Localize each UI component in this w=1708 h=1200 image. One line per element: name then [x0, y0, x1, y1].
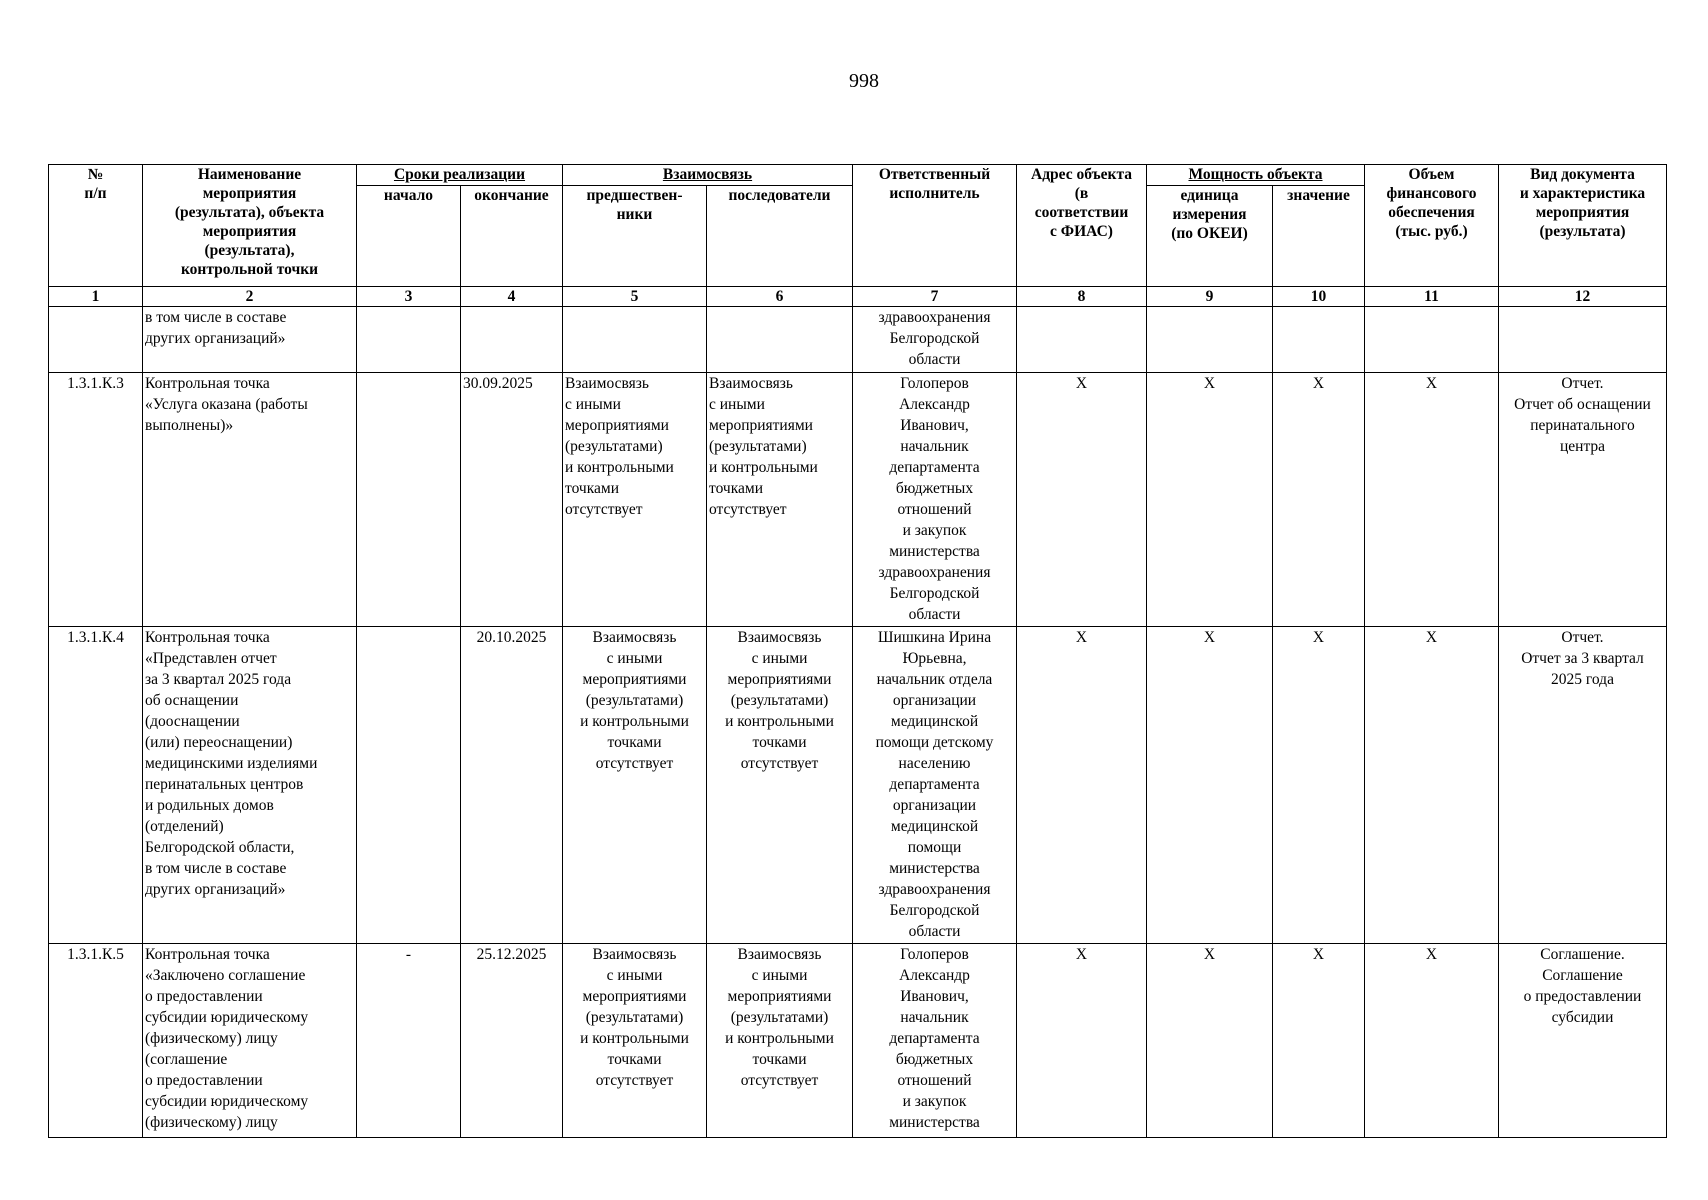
cell-value — [1273, 307, 1365, 373]
column-number: 1 — [49, 287, 143, 307]
cell-name: Контрольная точка «Услуга оказана (работы выполнены)» — [143, 373, 357, 627]
header-predecessors: предшествен- ники — [563, 186, 707, 287]
cell-predecessors — [563, 307, 707, 373]
header-unit: единица измерения (по ОКЕИ) — [1147, 186, 1273, 287]
cell-unit: X — [1147, 373, 1273, 627]
cell-finance: X — [1365, 627, 1499, 944]
cell-address: X — [1017, 627, 1147, 944]
cell-successors: Взаимосвязь с иными мероприятиями (результатами) и контрольными точками отсутствует — [707, 944, 853, 1138]
cell-doc: Отчет. Отчет за 3 квартал 2025 года — [1499, 627, 1667, 944]
header-address: Адрес объекта (в соответствии с ФИАС) — [1017, 165, 1147, 287]
header-num: № п/п — [49, 165, 143, 287]
cell-name: в том числе в составе других организаций» — [143, 307, 357, 373]
cell-finance: X — [1365, 944, 1499, 1138]
header-name: Наименование мероприятия (результата), объекта мероприятия (результата), контрольной точки — [143, 165, 357, 287]
cell-num: 1.3.1.К.5 — [49, 944, 143, 1138]
cell-unit: X — [1147, 627, 1273, 944]
header-responsible: Ответственный исполнитель — [853, 165, 1017, 287]
cell-num: 1.3.1.К.3 — [49, 373, 143, 627]
column-number: 4 — [461, 287, 563, 307]
cell-end: 20.10.2025 — [461, 627, 563, 944]
cell-successors: Взаимосвязь с иными мероприятиями (результатами) и контрольными точками отсутствует — [707, 373, 853, 627]
cell-successors — [707, 307, 853, 373]
cell-address — [1017, 307, 1147, 373]
cell-value: X — [1273, 944, 1365, 1138]
cell-responsible: Голоперов Александр Иванович, начальник департамента бюджетных отношений и закупок министерства здравоохранения Белгородской области — [853, 373, 1017, 627]
column-number: 2 — [143, 287, 357, 307]
cell-start: - — [357, 944, 461, 1138]
header-end: окончание — [461, 186, 563, 287]
cell-address: X — [1017, 944, 1147, 1138]
header-finance: Объем финансового обеспечения (тыс. руб.) — [1365, 165, 1499, 287]
column-number: 10 — [1273, 287, 1365, 307]
header-start: начало — [357, 186, 461, 287]
cell-num — [49, 307, 143, 373]
cell-num: 1.3.1.К.4 — [49, 627, 143, 944]
header-links — [563, 165, 853, 186]
column-number: 6 — [707, 287, 853, 307]
column-number: 5 — [563, 287, 707, 307]
column-number: 12 — [1499, 287, 1667, 307]
cell-predecessors: Взаимосвязь с иными мероприятиями (результатами) и контрольными точками отсутствует — [563, 627, 707, 944]
cell-doc: Соглашение. Соглашение о предоставлении субсидии — [1499, 944, 1667, 1138]
header-terms-label: Сроки реализации — [393, 166, 526, 183]
cell-name: Контрольная точка «Представлен отчет за 3 квартал 2025 года об оснащении (дооснащении (или) переоснащении) медицинскими изделиями перинатальных центров и родильных домов (отделений) Белгородской области, в том числе в составе других организаций» — [143, 627, 357, 944]
column-number: 7 — [853, 287, 1017, 307]
cell-end: 30.09.2025 — [461, 373, 563, 627]
header-terms — [357, 165, 563, 186]
cell-start — [357, 627, 461, 944]
cell-end — [461, 307, 563, 373]
cell-responsible: Шишкина Ирина Юрьевна, начальник отдела организации медицинской помощи детскому населению департамента организации медицинской помощи министерства здравоохранения Белгородской области — [853, 627, 1017, 944]
table-row — [49, 944, 1667, 1138]
table-row — [49, 373, 1667, 627]
cell-start — [357, 307, 461, 373]
column-number: 9 — [1147, 287, 1273, 307]
cell-value: X — [1273, 373, 1365, 627]
cell-unit — [1147, 307, 1273, 373]
column-number: 8 — [1017, 287, 1147, 307]
cell-successors: Взаимосвязь с иными мероприятиями (результатами) и контрольными точками отсутствует — [707, 627, 853, 944]
cell-predecessors: Взаимосвязь с иными мероприятиями (результатами) и контрольными точками отсутствует — [563, 944, 707, 1138]
header-links-label: Взаимосвязь — [662, 166, 753, 183]
column-number: 3 — [357, 287, 461, 307]
header-power — [1147, 165, 1365, 186]
cell-name: Контрольная точка «Заключено соглашение о предоставлении субсидии юридическому (физическому) лицу (соглашение о предоставлении субсидии юридическому (физическому) лицу — [143, 944, 357, 1138]
plan-table — [48, 164, 1667, 1138]
cell-doc: Отчет. Отчет об оснащении перинатального центра — [1499, 373, 1667, 627]
cell-responsible: Голоперов Александр Иванович, начальник департамента бюджетных отношений и закупок министерства — [853, 944, 1017, 1138]
cell-unit: X — [1147, 944, 1273, 1138]
header-power-label: Мощность объекта — [1188, 166, 1323, 183]
header-successors: последователи — [707, 186, 853, 287]
header-doc: Вид документа и характеристика мероприятия (результата) — [1499, 165, 1667, 287]
cell-address: X — [1017, 373, 1147, 627]
cell-finance — [1365, 307, 1499, 373]
cell-value: X — [1273, 627, 1365, 944]
cell-finance: X — [1365, 373, 1499, 627]
cell-doc — [1499, 307, 1667, 373]
cell-responsible: здравоохранения Белгородской области — [853, 307, 1017, 373]
table-row — [49, 307, 1667, 373]
cell-end: 25.12.2025 — [461, 944, 563, 1138]
table-row — [49, 627, 1667, 944]
page-number: 998 — [849, 70, 879, 92]
cell-start — [357, 373, 461, 627]
column-number: 11 — [1365, 287, 1499, 307]
header-value: значение — [1273, 186, 1365, 287]
plan-table-container — [48, 164, 1667, 1138]
cell-predecessors: Взаимосвязь с иными мероприятиями (результатами) и контрольными точками отсутствует — [563, 373, 707, 627]
